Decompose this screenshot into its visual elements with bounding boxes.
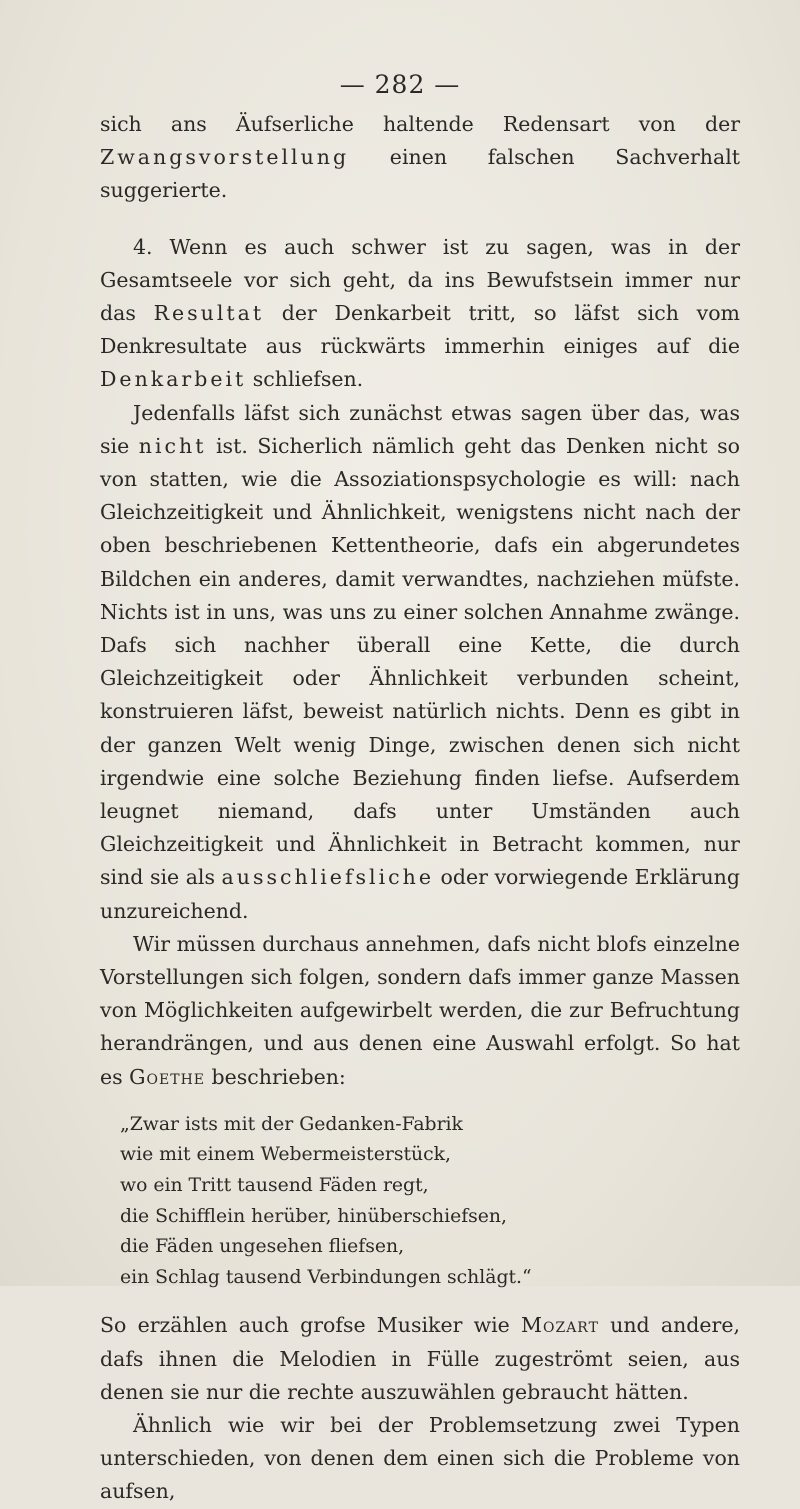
emphasized-text: Denkarbeit <box>100 367 247 392</box>
text-run: sich ans Äufserliche haltende Redensart von der <box>100 112 740 136</box>
page-number: — 282 — <box>339 70 461 99</box>
proper-name: Goethe <box>129 1064 206 1089</box>
poem-line: „Zwar ists mit der Gedanken-Fabrik <box>120 1113 463 1135</box>
text-run: So erzählen auch grofse Musiker wie <box>100 1313 521 1338</box>
text-run: der Denkarbeit tritt, so läfst sich vom Denkresultate aus rückwärts immerhin einiges auf die <box>100 301 740 359</box>
poem-quote <box>120 1110 740 1294</box>
text-run: und andere, dafs ihnen die Melodien in Fülle zugeströmt seien, aus denen sie nur die rechte auszuwählen gebraucht hätten. <box>100 1313 740 1404</box>
emphasized-text: Resultat <box>153 301 265 326</box>
paragraph <box>100 231 740 397</box>
paragraph <box>100 108 740 208</box>
paragraph <box>100 1309 740 1409</box>
poem-line: wo ein Tritt tausend Fäden regt, <box>120 1175 429 1197</box>
text-run: Wir müssen durchaus annehmen, dafs nicht blofs einzelne Vorstellungen sich folgen, sondern dafs immer ganze Massen von Möglichkeiten aufgewirbelt werden, die zur Befruchtung herandrängen, und aus denen eine Auswahl erfolgt. So hat es <box>100 931 740 1089</box>
poem-line: die Fäden ungesehen fliefsen, <box>120 1236 405 1258</box>
text-run: beschrieben: <box>205 1064 346 1089</box>
text-run: einen falschen Sachverhalt suggerierte. <box>100 145 740 203</box>
paragraph <box>100 1409 740 1509</box>
page-body <box>100 108 740 1509</box>
text-run: 4. Wenn es auch schwer ist zu sagen, was in der Gesamtseele vor sich geht, da ins Bewufstsein immer nur das <box>100 234 740 326</box>
emphasized-text: ausschliefsliche <box>221 865 434 890</box>
emphasized-text: Zwangsvorstellung <box>100 145 350 170</box>
paragraph <box>100 928 740 1094</box>
text-run: Jedenfalls läfst sich zunächst etwas sagen über das, was sie <box>100 400 740 458</box>
poem-line: ein Schlag tausend Verbindungen schlägt.“ <box>120 1266 532 1288</box>
paragraph <box>100 397 740 928</box>
text-run: Ähnlich wie wir bei der Problemsetzung zwei Typen unterschieden, von denen dem einen sich die Probleme von aufsen, <box>100 1413 740 1504</box>
poem-line: die Schifflein herüber, hinüberschiefsen, <box>120 1205 507 1227</box>
proper-name: Mozart <box>521 1313 599 1338</box>
text-run: ist. Sicherlich nämlich geht das Denken nicht so von statten, wie die Assoziationspsychologie es will: nach Gleichzeitigkeit und Ähnlichkeit, wenigstens nicht nach der oben beschriebenen Kettentheorie, dafs ein abgerundetes Bildchen ein anderes, damit verwandtes, nachziehen müfste. Nichts ist in uns, was uns zu einer solchen Annahme zwänge. Dafs sich nachher überall eine Kette, die durch Gleichzeitigkeit oder Ähnlichkeit verbunden scheint, konstruieren läfst, beweist natürlich nichts. Denn es gibt in der ganzen Welt wenig Dinge, zwischen denen sich nicht irgendwie eine solche Beziehung finden liefse. Aufserdem leugnet niemand, dafs unter Umständen auch Gleichzeitigkeit und Ähnlichkeit in Betracht kommen, nur sind sie als <box>100 433 740 890</box>
text-run: schliefsen. <box>246 367 364 392</box>
text-run: oder vorwiegende Erklärung unzureichend. <box>100 865 740 923</box>
poem-line: wie mit einem Webermeisterstück, <box>120 1144 451 1166</box>
emphasized-text: nicht <box>138 433 207 458</box>
